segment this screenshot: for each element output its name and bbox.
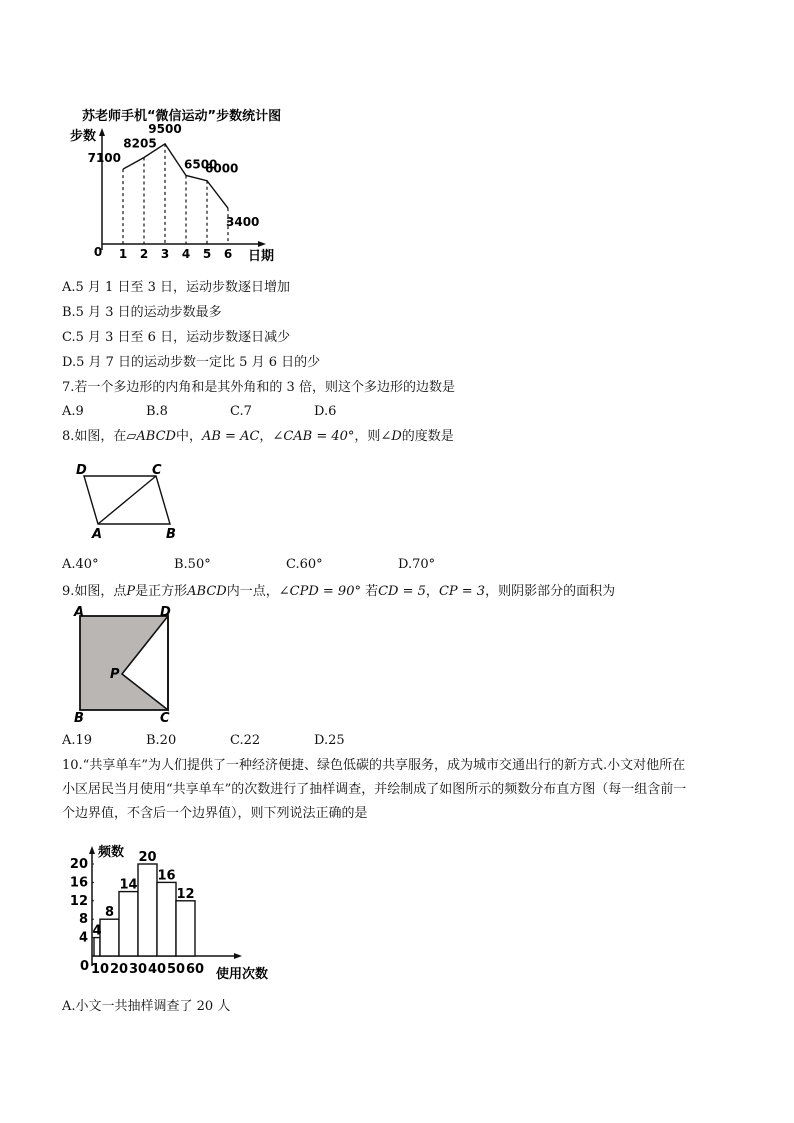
q8-parallelogram-name: ▱ABCD bbox=[126, 429, 176, 444]
hist-x-tick-label: 60 bbox=[185, 962, 205, 977]
q9-option-d: D.25 bbox=[314, 733, 345, 748]
q9-stem-mid2: 内一点， bbox=[226, 584, 279, 599]
hist-bar bbox=[119, 892, 138, 956]
hist-x-tick-label: 30 bbox=[128, 962, 148, 977]
square-figure bbox=[66, 606, 186, 724]
hist-y-tick-label: 4 bbox=[78, 930, 88, 946]
label-a: A bbox=[74, 606, 85, 620]
chart-ylabel: 步数 bbox=[70, 129, 97, 144]
label-p: P bbox=[110, 667, 120, 682]
data-label: 7100 bbox=[87, 151, 121, 166]
hist-bar bbox=[157, 882, 176, 956]
hist-x-tick-label: 10 bbox=[90, 962, 110, 977]
q8-option-b: B.50° bbox=[174, 557, 211, 572]
q7-stem: 7.若一个多边形的内角和是其外角和的 3 倍，则这个多边形的边数是 bbox=[62, 380, 455, 395]
q6-option-b: B.5 月 3 日的运动步数最多 bbox=[62, 305, 222, 320]
q10-stem bbox=[62, 754, 734, 826]
q9-stem-mid1: 是正方形 bbox=[135, 584, 188, 599]
q10-stem-line-1: 10.“共享单车”为人们提供了一种经济便捷、绿色低碳的共享服务，成为城市交通出行的新方式.小文对他所在 bbox=[62, 758, 686, 773]
q6-option-d: D.5 月 7 日的运动步数一定比 5 月 6 日的少 bbox=[62, 355, 321, 370]
q9-square-name: ABCD bbox=[187, 584, 227, 599]
q9-length-cd: CD = 5 bbox=[378, 584, 426, 599]
q9-stem-suffix: ，则阴影部分的面积为 bbox=[485, 584, 616, 599]
x-tick-labels bbox=[119, 247, 232, 261]
hist-bar bbox=[94, 938, 100, 956]
label-c: C bbox=[152, 463, 162, 478]
parallelogram-figure bbox=[70, 462, 190, 542]
label-b: B bbox=[166, 527, 176, 542]
x-tick-label: 5 bbox=[202, 247, 212, 261]
q8-angle-d: ∠D bbox=[380, 429, 402, 444]
q9-stem bbox=[62, 584, 615, 600]
hist-x-tick-label: 20 bbox=[109, 962, 129, 977]
hist-bar-label: 14 bbox=[119, 877, 138, 893]
steps-line-chart bbox=[60, 100, 290, 270]
hist-x-axis-arrow bbox=[234, 953, 242, 959]
q9-option-a: A.19 bbox=[62, 733, 93, 748]
hist-bar-label: 12 bbox=[176, 886, 195, 902]
q9-angle-cpd: ∠CPD = 90° bbox=[278, 584, 361, 599]
q8-stem-mid1: 中， bbox=[175, 429, 202, 444]
q9-stem-mid3: 若 bbox=[360, 584, 379, 599]
q7-option-c: C.7 bbox=[230, 404, 252, 419]
steps-series-line bbox=[123, 144, 228, 208]
q8-condition-2: ∠CAB = 40° bbox=[272, 429, 355, 444]
hist-bar bbox=[138, 864, 157, 956]
hist-xlabel: 使用次数 bbox=[216, 967, 269, 982]
hist-y-tick-label: 20 bbox=[69, 857, 88, 872]
q9-option-b: B.20 bbox=[146, 733, 177, 748]
hist-origin: 0 bbox=[80, 959, 90, 974]
q9-stem-mid4: ， bbox=[425, 584, 439, 599]
hist-y-axis-arrow bbox=[89, 846, 95, 854]
q8-option-a: A.40° bbox=[62, 557, 99, 572]
x-tick-label: 3 bbox=[160, 247, 170, 261]
q6-option-c: C.5 月 3 日至 6 日，运动步数逐日减少 bbox=[62, 330, 291, 345]
hist-x-tick-label: 50 bbox=[166, 962, 186, 977]
label-c: C bbox=[160, 711, 170, 724]
q8-stem-prefix: 8.如图，在 bbox=[62, 429, 127, 444]
hist-ylabel: 频数 bbox=[98, 845, 125, 860]
q9-point-p: P bbox=[126, 584, 136, 599]
data-label: 6000 bbox=[205, 161, 239, 176]
x-axis-arrow bbox=[258, 241, 266, 247]
q10-stem-line-2: 小区居民当月使用“共享单车”的次数进行了抽样调查，并绘制成了如图所示的频数分布直方图（每一组含前一 bbox=[62, 782, 687, 797]
hist-bar bbox=[176, 901, 195, 956]
q9-stem-prefix: 9.如图，点 bbox=[62, 584, 127, 599]
q7-option-b: B.8 bbox=[146, 404, 168, 419]
x-tick-label: 2 bbox=[139, 247, 149, 261]
x-tick-label: 6 bbox=[223, 247, 233, 261]
label-d: D bbox=[160, 606, 171, 620]
q10-option-a: A.小文一共抽样调查了 20 人 bbox=[62, 999, 231, 1014]
q8-stem-mid3: ，则 bbox=[354, 429, 381, 444]
hist-bar-label: 16 bbox=[157, 868, 176, 884]
q8-condition-1: AB = AC bbox=[201, 429, 260, 444]
chart-origin: 0 bbox=[93, 245, 103, 259]
hist-x-tick-label: 40 bbox=[147, 962, 167, 977]
hist-bar-label: 20 bbox=[138, 850, 157, 865]
q8-stem bbox=[62, 429, 454, 445]
hist-y-tick-label: 8 bbox=[78, 912, 88, 928]
hist-bar bbox=[100, 919, 119, 956]
frequency-histogram bbox=[60, 838, 290, 988]
q8-option-d: D.70° bbox=[398, 557, 436, 572]
chart-title: 苏老师手机“微信运动”步数统计图 bbox=[82, 109, 282, 124]
data-label: 9500 bbox=[148, 121, 182, 136]
data-label: 6500 bbox=[184, 157, 218, 172]
label-a: A bbox=[92, 527, 103, 542]
data-label: 3400 bbox=[226, 215, 260, 230]
q7-option-a: A.9 bbox=[62, 404, 84, 419]
q8-stem-suffix: 的度数是 bbox=[401, 429, 454, 444]
hist-y-tick-label: 12 bbox=[69, 893, 88, 909]
y-axis-arrow bbox=[99, 128, 105, 136]
label-d: D bbox=[76, 463, 87, 478]
label-b: B bbox=[74, 711, 84, 724]
q6-option-a: A.5 月 1 日至 3 日，运动步数逐日增加 bbox=[62, 280, 290, 295]
x-tick-label: 1 bbox=[118, 247, 128, 261]
diagonal-ac bbox=[98, 476, 156, 524]
data-labels bbox=[88, 122, 260, 229]
x-tick-label: 4 bbox=[181, 247, 191, 261]
q8-option-c: C.60° bbox=[286, 557, 323, 572]
q9-option-c: C.22 bbox=[230, 733, 261, 748]
hist-bar-label: 8 bbox=[104, 905, 115, 921]
q7-option-d: D.6 bbox=[314, 404, 337, 419]
chart-xlabel: 日期 bbox=[248, 249, 275, 264]
hist-bar-label: 4 bbox=[92, 923, 102, 939]
q8-stem-mid2: ， bbox=[259, 429, 273, 444]
hist-y-tick-label: 16 bbox=[69, 875, 88, 891]
q10-stem-line-3: 个边界值，不含后一个边界值），则下列说法正确的是 bbox=[62, 806, 368, 821]
hist-y-tick-labels bbox=[70, 857, 88, 946]
q9-length-cp: CP = 3 bbox=[438, 584, 486, 599]
hist-x-tick-labels bbox=[91, 962, 204, 977]
data-label: 8205 bbox=[123, 136, 157, 151]
